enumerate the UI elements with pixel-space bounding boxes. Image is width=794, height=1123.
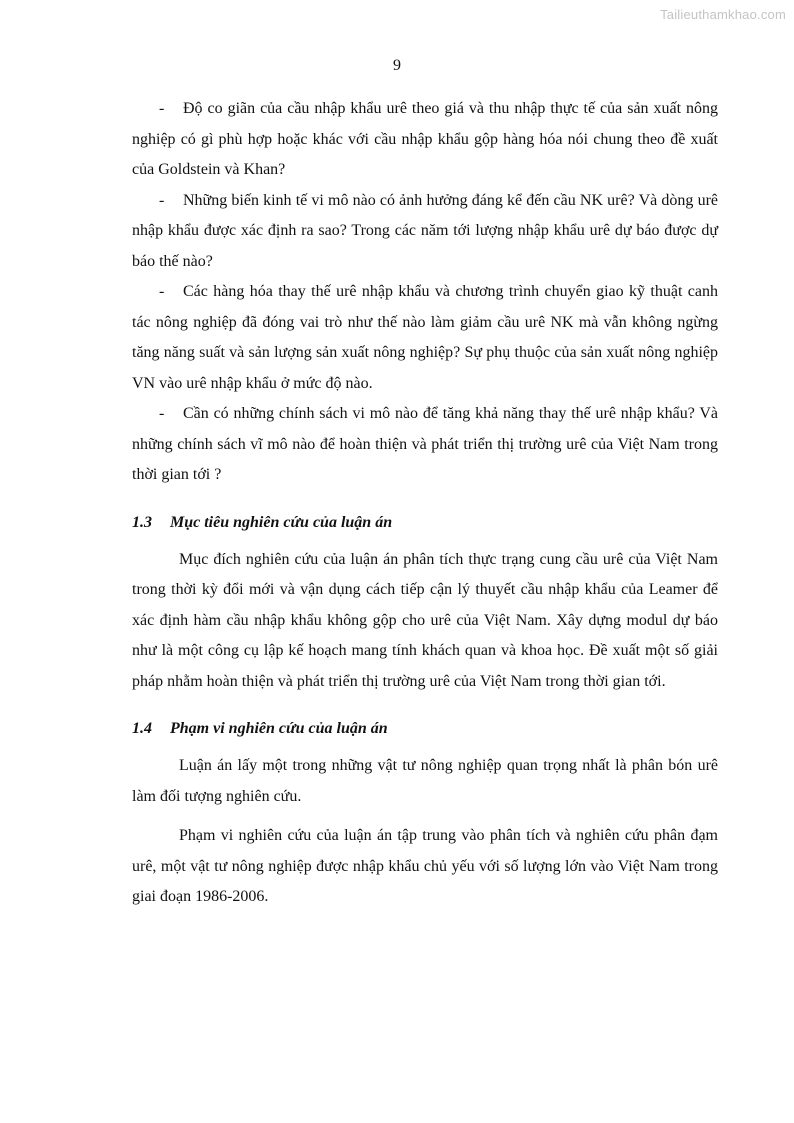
section-1-4-paragraph-2: Phạm vi nghiên cứu của luận án tập trung vào phân tích và nghiên cứu phân đạm urê, một vật tư nông nghiệp được nhập khẩu chủ yếu với số lượng lớn vào Việt Nam trong giai đoạn 1986-2006. [132,827,718,905]
section-heading-1-3 [132,510,718,536]
bullet-text: Các hàng hóa thay thế urê nhập khẩu và chương trình chuyển giao kỹ thuật canh tác nông nghiệp đã đóng vai trò như thế nào làm giảm cầu urê NK mà vẫn không ngừng tăng năng suất và sản lượng sản xuất nông nghiệp? Sự phụ thuộc của sản xuất nông nghiệp VN vào urê nhập khẩu ở mức độ nào. [132,283,718,392]
section-number: 1.4 [132,720,152,737]
question-bullet-4 [132,399,718,491]
bullet-dash: - [159,100,165,117]
section-number: 1.3 [132,513,152,531]
question-bullet-3 [132,277,718,399]
bullet-text: Những biến kinh tế vi mô nào có ảnh hưởng đáng kể đến cầu NK urê? Và dòng urê nhập khẩu được xác định ra sao? Trong các năm tới lượng nhập khẩu urê dự báo được dự báo thế nào? [132,191,718,270]
bullet-dash: - [159,283,165,300]
section-1-4-paragraph-1: Luận án lấy một trong những vật tư nông nghiệp quan trọng nhất là phân bón urê làm đối tượng nghiên cứu. [132,757,718,805]
bullet-dash: - [159,191,165,209]
bullet-text: Cần có những chính sách vi mô nào để tăng khả năng thay thế urê nhập khẩu? Và những chính sách vĩ mô nào để hoàn thiện và phát triển thị trường urê của Việt Nam trong thời gian tới ? [132,405,718,483]
bullet-dash: - [159,405,165,422]
section-1-3-paragraph: Mục đích nghiên cứu của luận án phân tích thực trạng cung cầu urê của Việt Nam trong thời kỳ đổi mới và vận dụng cách tiếp cận lý thuyết cầu nhập khẩu của Leamer để xác định hàm cầu nhập khẩu không gộp cho urê của Việt Nam. Xây dựng modul dự báo như là một công cụ lập kế hoạch mang tính khách quan và khoa học. Đề xuất một số giải pháp nhằm hoàn thiện và phát triển thị trường urê của Việt Nam trong thời gian tới. [132,550,718,690]
bullet-text: Độ co giãn của cầu nhập khẩu urê theo giá và thu nhập thực tế của sản xuất nông nghiệp có gì phù hợp hoặc khác với cầu nhập khẩu gộp hàng hóa nói chung theo đề xuất của Goldstein và Khan? [132,100,718,178]
page-number: 9 [393,57,401,74]
document-body [132,94,718,913]
watermark: Tailieuthamkhao.com [660,7,786,22]
question-bullet-2 [132,186,718,278]
section-title: Phạm vi nghiên cứu của luận án [170,720,388,737]
question-bullet-1 [132,94,718,186]
section-heading-1-4 [132,716,718,742]
section-title: Mục tiêu nghiên cứu của luận án [170,513,393,531]
